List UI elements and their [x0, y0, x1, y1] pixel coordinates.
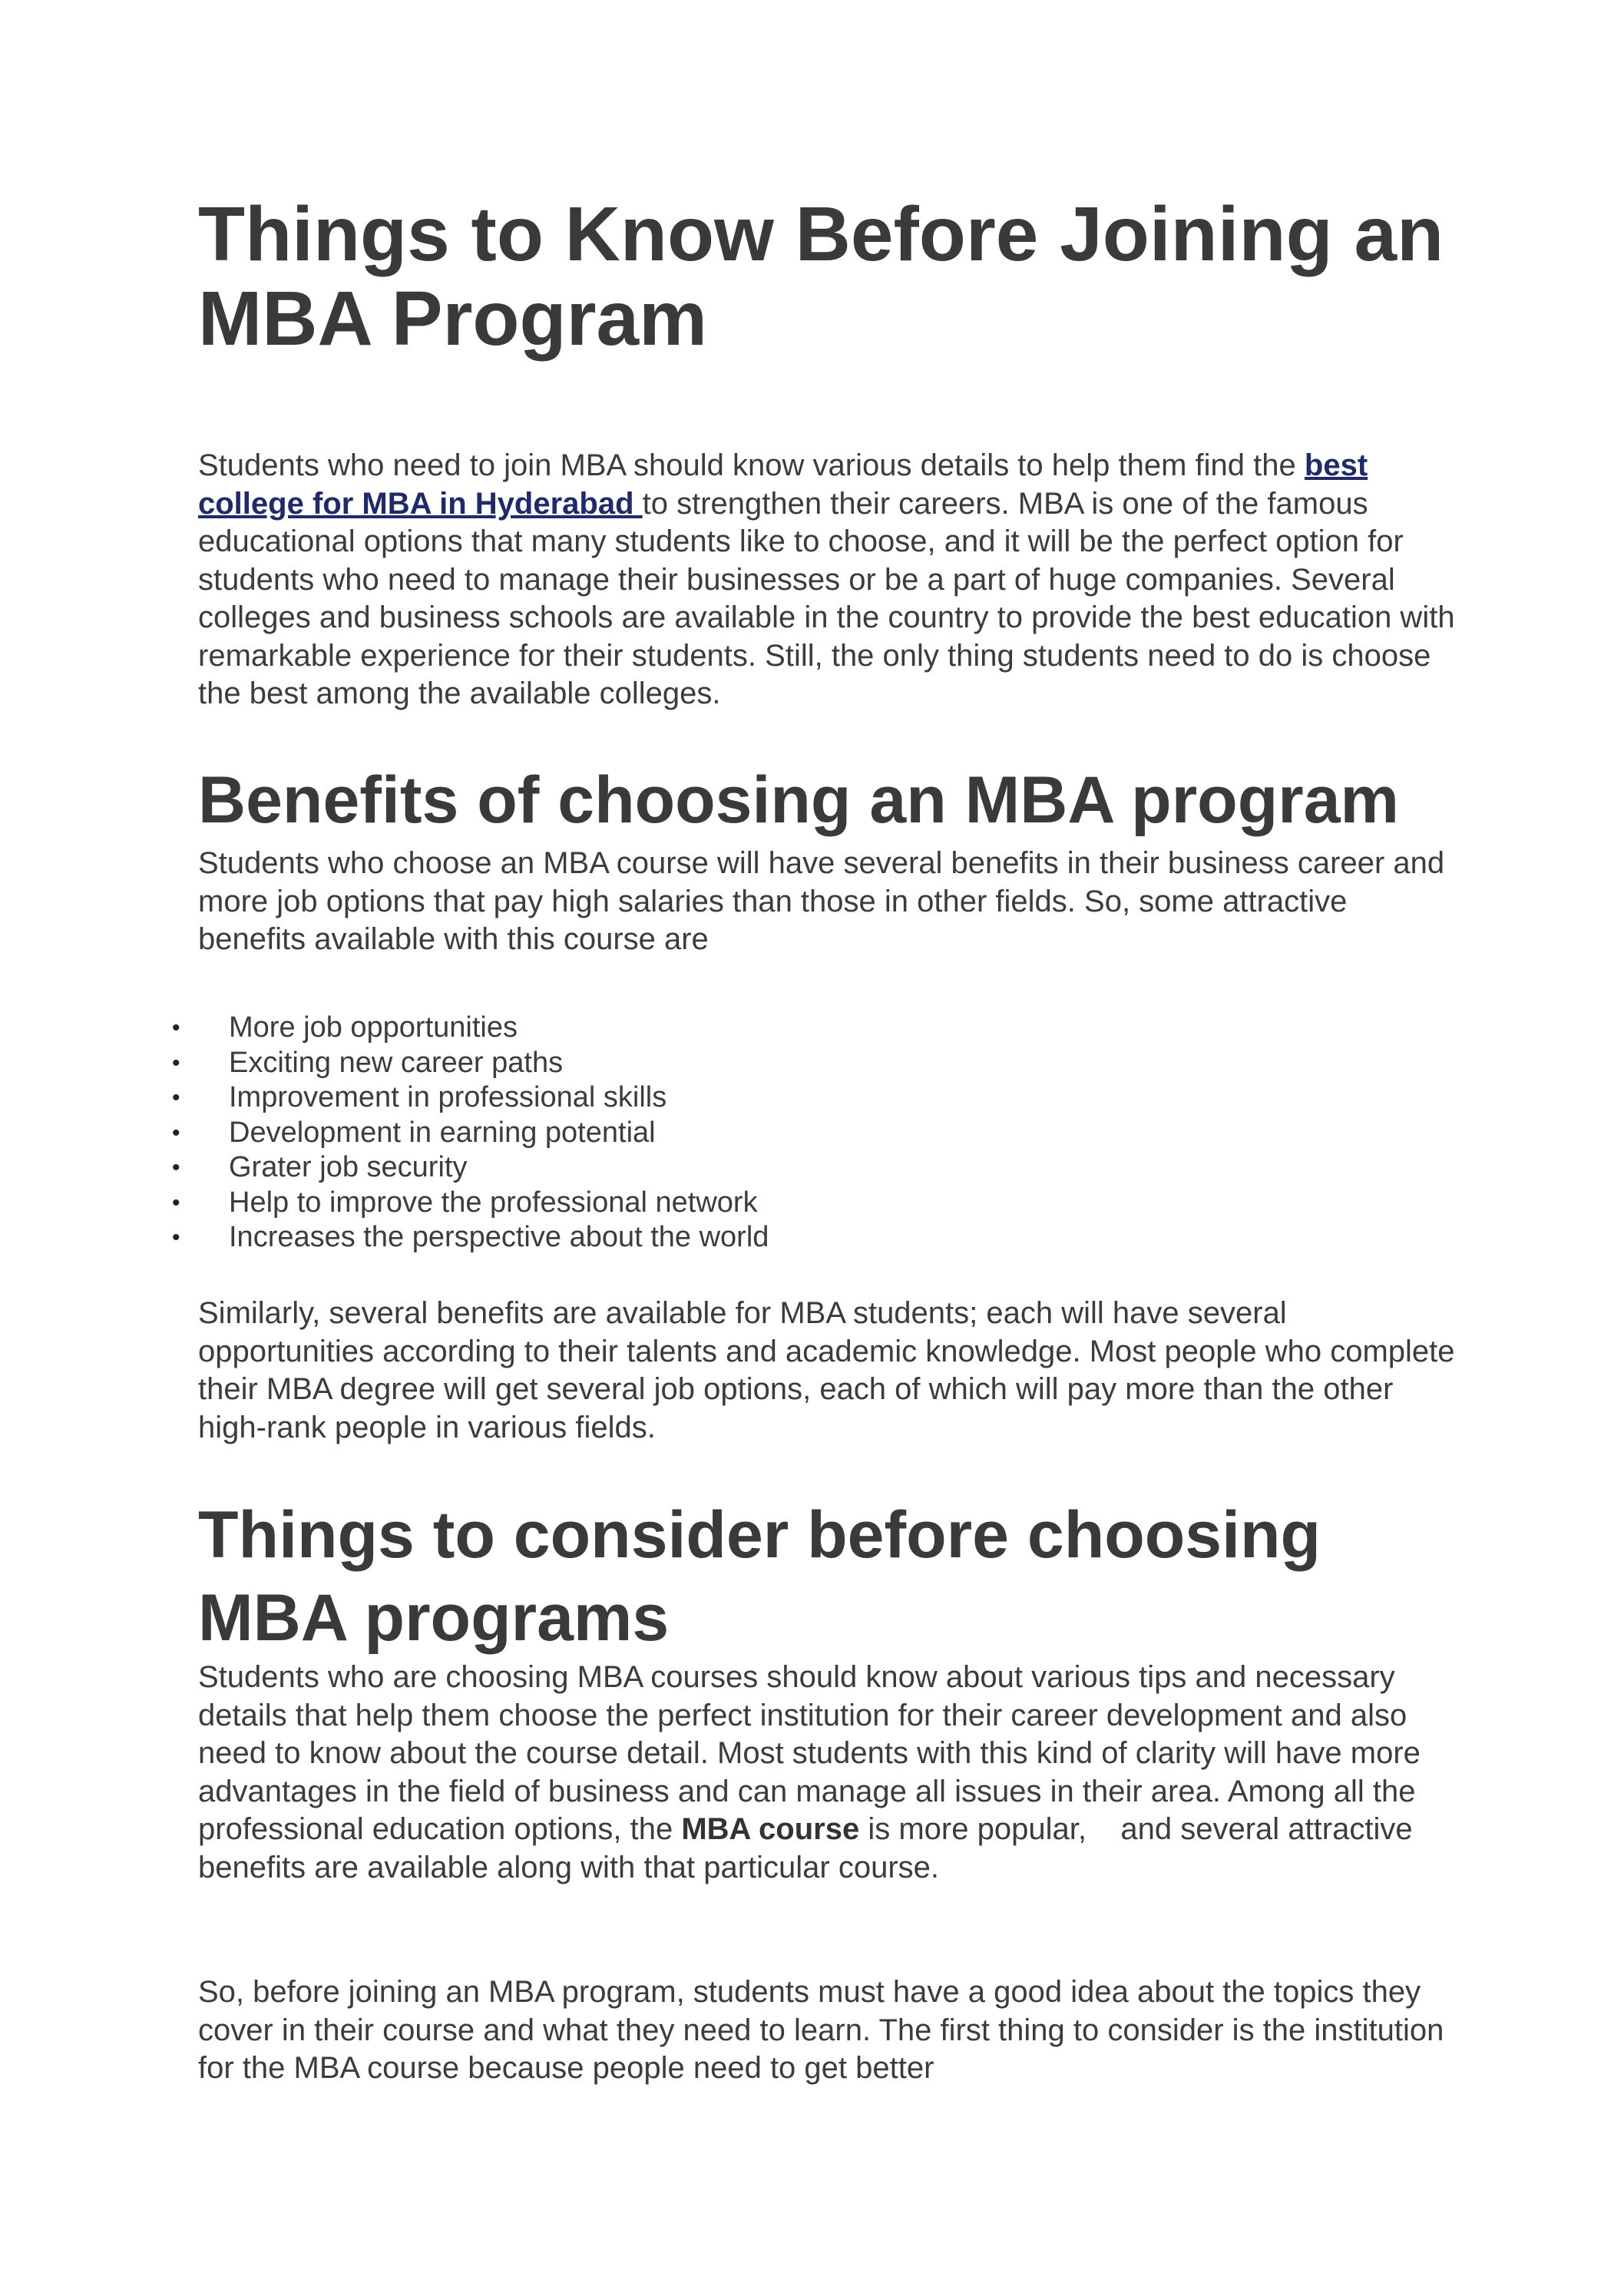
bullet-icon: •	[172, 1085, 180, 1110]
bullet-icon: •	[172, 1015, 180, 1040]
intro-paragraph	[198, 447, 1457, 713]
consider-paragraph-2: So, before joining an MBA program, students must have a good idea about the topics they cover in their course and what they need to learn. The first thing to consider is the institution for the MBA course because people need to get better	[198, 1975, 1444, 2085]
benefits-paragraph: Students who choose an MBA course will have several benefits in their business career and more job options that pay high salaries than those in other fields. So, some attractive benefits available with this course are	[198, 846, 1445, 956]
page-title: Things to Know Before Joining an MBA Program	[198, 191, 1444, 362]
bullet-icon: •	[172, 1120, 180, 1146]
consider-heading: Things to consider before choosing MBA programs	[198, 1498, 1321, 1655]
benefits-list	[167, 1011, 1396, 1256]
list-item: • Increases the perspective about the world	[167, 1220, 1396, 1256]
bullet-icon: •	[172, 1155, 180, 1180]
bullet-icon: •	[172, 1225, 180, 1250]
consider-paragraph-1: Students who are choosing MBA courses should know about various tips and necessary details that help them choose the perfect institution for their career development and also need to know about the course detail. Most students with this kind of clarity will have more advantages in the field of business and can manage all issues in their area. Among all the professional education options, the MBA course is more popular, and several attractive benefits are available along with that particular course.	[198, 1660, 1421, 1884]
list-item: • Grater job security	[167, 1150, 1396, 1186]
intro-text-before-link: Students who need to join MBA should know various details to help them find the	[198, 448, 1305, 482]
benefits-heading: Benefits of choosing an MBA program	[198, 763, 1399, 837]
list-item: • Exciting new career paths	[167, 1046, 1396, 1081]
list-item: • Improvement in professional skills	[167, 1080, 1396, 1116]
bullet-icon: •	[172, 1050, 180, 1076]
best-college-link[interactable]: best college for MBA in Hyderabad	[198, 448, 1368, 521]
benefits-closing-paragraph: Similarly, several benefits are available for MBA students; each will have several opportunities according to their talents and academic knowledge. Most people who complete their MBA degree will get several job options, each of which will pay more than the other high-rank people in various fields.	[198, 1296, 1455, 1444]
mba-course-bold: MBA course	[681, 1812, 860, 1846]
bullet-icon: •	[172, 1189, 180, 1216]
list-item: • Development in earning potential	[167, 1116, 1396, 1151]
list-item: • More job opportunities	[167, 1011, 1396, 1046]
list-item: • Help to improve the professional network	[167, 1186, 1396, 1221]
intro-text-after-link: to strengthen their careers. MBA is one of the famous educational options that many students like to choose, and it will be the perfect option for students who need to manage their businesses or be a part of huge companies. Several colleges and business schools are available in the country to provide the best education with remarkable experience for their students. Still, the only thing students need to do is choose the best among the available colleges.	[198, 486, 1455, 710]
